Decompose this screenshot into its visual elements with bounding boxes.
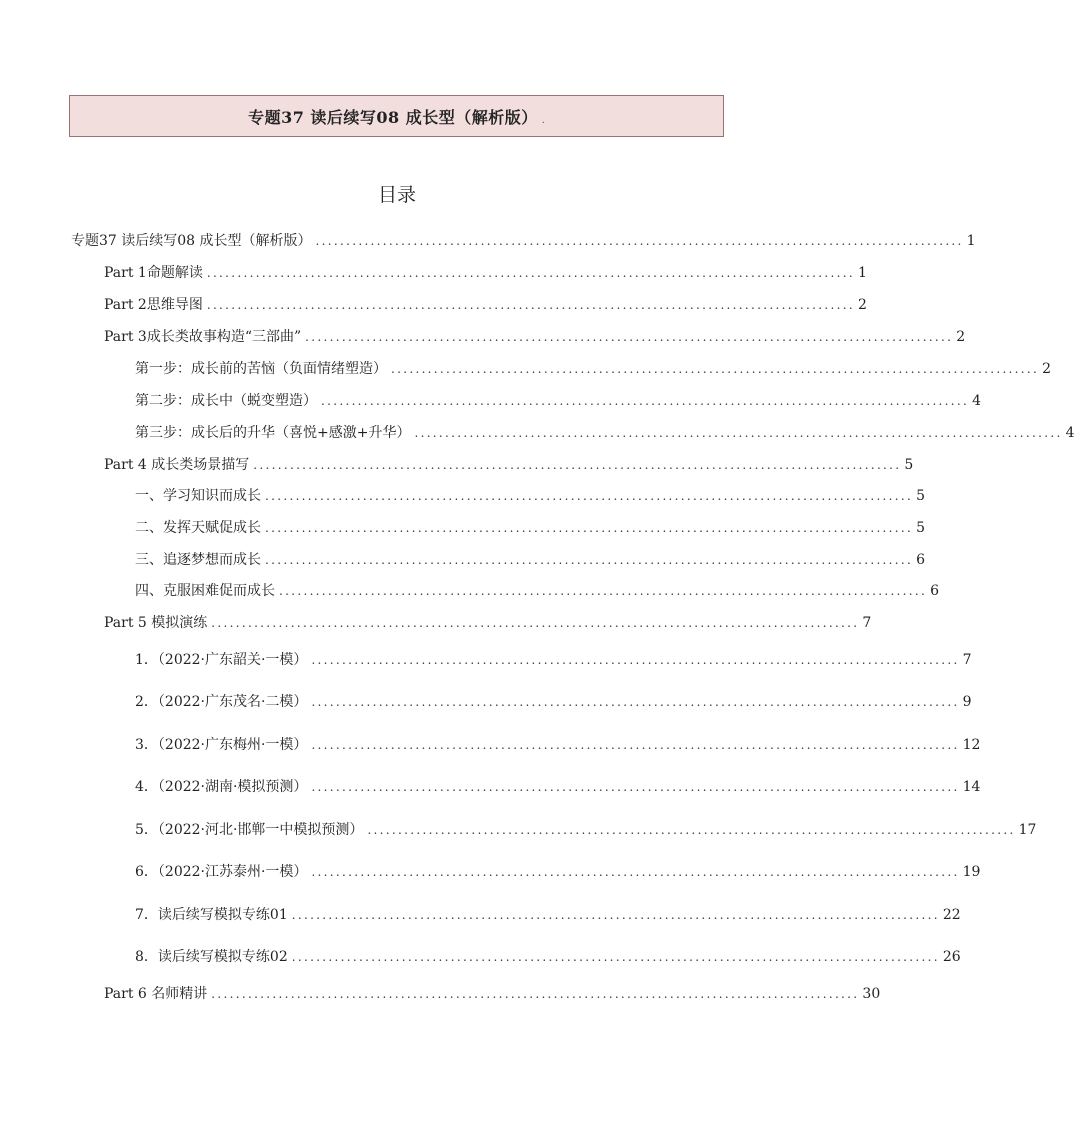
toc-page-number: 1 <box>966 233 976 249</box>
toc-entry[interactable] <box>135 904 961 924</box>
toc-page-number: 7 <box>962 652 972 668</box>
toc-entry-text: 四、克服困难促而成长 <box>135 583 275 599</box>
toc-dot-leader: .......................................................................................................... <box>311 653 960 667</box>
toc-entry[interactable] <box>135 819 1037 839</box>
toc-entry[interactable] <box>135 691 972 711</box>
toc-entry[interactable] <box>135 485 926 505</box>
toc-entry-text: 6．（2022·江苏泰州·一模） <box>135 864 308 880</box>
document-title-suffix: . <box>541 114 545 126</box>
toc-page-number: 9 <box>962 694 972 710</box>
toc-entry[interactable] <box>135 580 940 600</box>
toc-dot-leader: .......................................................................................................... <box>265 553 914 567</box>
toc-entry[interactable] <box>135 734 981 754</box>
toc-page-number: 7 <box>862 615 872 631</box>
toc-entry-text: 一、学习知识而成长 <box>135 488 261 504</box>
toc-dot-leader: .......................................................................................................... <box>265 489 914 503</box>
toc-dot-leader: .......................................................................................................... <box>321 394 970 408</box>
toc-page-number: 14 <box>962 779 981 795</box>
toc-page-number: 2 <box>857 297 867 313</box>
toc-entry[interactable] <box>104 326 966 346</box>
toc-page-number: 5 <box>916 520 926 536</box>
toc-entry-text: 8．读后续写模拟专练02 <box>135 949 288 965</box>
toc-entry-text: Part 2思维导图 <box>104 297 203 313</box>
toc-entry[interactable] <box>135 861 981 881</box>
toc-entry[interactable] <box>104 294 867 314</box>
toc-entry[interactable] <box>135 946 961 966</box>
toc-page-number: 12 <box>962 737 981 753</box>
toc-heading: 目录 <box>377 184 416 206</box>
toc-entry-text: 第一步：成长前的苦恼（负面情绪塑造） <box>135 361 387 377</box>
toc-page-number: 30 <box>862 986 881 1002</box>
toc-page-number: 2 <box>956 329 966 345</box>
toc-entry[interactable] <box>135 517 926 537</box>
toc-dot-leader: .......................................................................................................... <box>206 266 855 280</box>
toc-entry-text: 三、追逐梦想而成长 <box>135 552 261 568</box>
toc-dot-leader: .......................................................................................................... <box>311 865 960 879</box>
toc-page-number: 22 <box>942 907 961 923</box>
toc-entry[interactable] <box>104 983 881 1003</box>
toc-dot-leader: .......................................................................................................... <box>311 780 960 794</box>
toc-page-number: 4 <box>972 393 982 409</box>
toc-dot-leader: .......................................................................................................... <box>279 584 928 598</box>
toc-entry-text: Part 6 名师精讲 <box>104 986 208 1002</box>
toc-page-number: 1 <box>857 265 867 281</box>
toc-entry-text: Part 1命题解读 <box>104 265 203 281</box>
toc-entry[interactable] <box>135 422 1075 442</box>
toc-entry[interactable] <box>104 612 872 632</box>
toc-page-number: 17 <box>1018 822 1037 838</box>
toc-entry[interactable] <box>71 230 976 250</box>
toc-entry-text: 3．（2022·广东梅州·一模） <box>135 737 308 753</box>
toc-page-number: 5 <box>904 457 914 473</box>
toc-entry-text: 二、发挥天赋促成长 <box>135 520 261 536</box>
toc-entry-text: 7．读后续写模拟专练01 <box>135 907 288 923</box>
document-title-box <box>69 95 724 137</box>
toc-dot-leader: .......................................................................................................... <box>211 987 860 1001</box>
toc-dot-leader: .......................................................................................................... <box>253 458 902 472</box>
toc-entry-text: 专题37 读后续写08 成长型（解析版） <box>71 233 312 249</box>
toc-dot-leader: .......................................................................................................... <box>311 695 960 709</box>
toc-page-number: 4 <box>1065 425 1075 441</box>
toc-dot-leader: .......................................................................................................... <box>211 616 860 630</box>
toc-entry-text: Part 3成长类故事构造“三部曲” <box>104 329 302 345</box>
toc-dot-leader: .......................................................................................................... <box>291 908 940 922</box>
toc-page-number: 6 <box>916 552 926 568</box>
toc-page-number: 5 <box>916 488 926 504</box>
document-title: 专题37 读后续写08 成长型（解析版） <box>248 107 538 127</box>
toc-entry[interactable] <box>135 776 981 796</box>
toc-page-number: 19 <box>962 864 981 880</box>
toc-entry-text: 1．（2022·广东韶关·一模） <box>135 652 308 668</box>
toc-dot-leader: .......................................................................................................... <box>315 234 964 248</box>
toc-page-number: 26 <box>942 949 961 965</box>
toc-dot-leader: .......................................................................................................... <box>305 330 954 344</box>
toc-dot-leader: .......................................................................................................... <box>391 362 1040 376</box>
toc-entry-text: 4．（2022·湖南·模拟预测） <box>135 779 308 795</box>
toc-entry-text: Part 5 模拟演练 <box>104 615 208 631</box>
toc-dot-leader: .......................................................................................................... <box>311 738 960 752</box>
toc-dot-leader: .......................................................................................................... <box>265 521 914 535</box>
toc-entry[interactable] <box>135 649 972 669</box>
toc-entry-text: 第二步：成长中（蜕变塑造） <box>135 393 317 409</box>
toc-entry[interactable] <box>104 454 914 474</box>
toc-entry[interactable] <box>135 549 926 569</box>
toc-page-number: 2 <box>1042 361 1052 377</box>
toc-entry-text: Part 4 成长类场景描写 <box>104 457 250 473</box>
toc-entry[interactable] <box>135 358 1052 378</box>
toc-dot-leader: .......................................................................................................... <box>367 823 1016 837</box>
toc-entry[interactable] <box>104 262 867 282</box>
toc-entry-text: 第三步：成长后的升华（喜悦+感激+升华） <box>135 425 411 441</box>
toc-page-number: 6 <box>930 583 940 599</box>
toc-entry[interactable] <box>135 390 982 410</box>
toc-dot-leader: .......................................................................................................... <box>291 950 940 964</box>
toc-entry-text: 2．（2022·广东茂名·二模） <box>135 694 308 710</box>
toc-entry-text: 5．（2022·河北·邯郸一中模拟预测） <box>135 822 364 838</box>
toc-dot-leader: .......................................................................................................... <box>414 426 1063 440</box>
toc-dot-leader: .......................................................................................................... <box>206 298 855 312</box>
